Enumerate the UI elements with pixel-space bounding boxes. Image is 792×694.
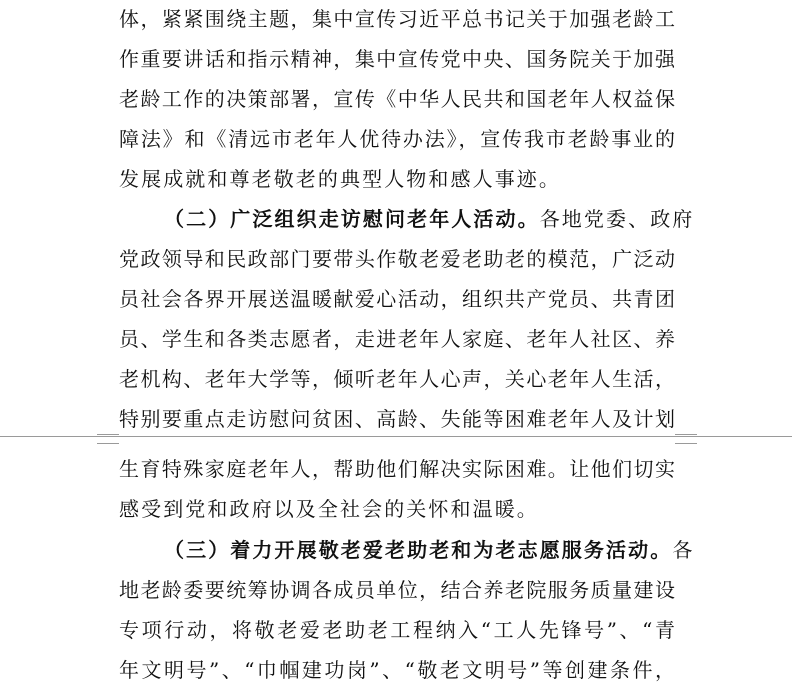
paragraph-line: 特别要重点走访慰问贫困、高龄、失能等困难老年人及计划 [119,407,675,431]
paragraph-line: 员、学生和各类志愿者，走进老年人家庭、老年人社区、养 [119,327,675,351]
paragraph-line: 发展成就和尊老敬老的典型人物和感人事迹。 [119,167,561,191]
paragraph-line: 地老龄委要统筹协调各成员单位，结合养老院服务质量建设 [119,578,675,602]
section-3-heading: （三）着力开展敬老爱老助老和为老志愿服务活动。 [164,538,673,562]
section-3-first-line [164,537,695,563]
paragraph-line: 感受到党和政府以及全社会的关怀和温暖。 [119,497,539,521]
section-2-first-line [164,206,695,232]
paragraph-line: 员社会各界开展送温暖献爱心活动，组织共产党员、共青团 [119,287,675,311]
paragraph-line: 专项行动，将敬老爱老助老工程纳入“工人先锋号”、“青 [119,618,675,642]
paragraph-line: 年文明号”、“巾帼建功岗”、“敬老文明号”等创建条件， [119,658,675,682]
paragraph-line: 障法》和《清远市老年人优待办法》，宣传我市老龄事业的 [119,127,675,151]
paragraph-line: 老机构、老年大学等，倾听老年人心声，关心老年人生活， [119,367,675,391]
page-corner-mark-right [675,434,697,444]
paragraph-line: 体，紧紧围绕主题，集中宣传习近平总书记关于加强老龄工 [119,7,675,31]
paragraph-line: 生育特殊家庭老年人，帮助他们解决实际困难。让他们切实 [119,457,675,481]
paragraph-line: 老龄工作的决策部署，宣传《中华人民共和国老年人权益保 [119,87,675,111]
paragraph-line: 党政领导和民政部门要带头作敬老爱老助老的模范，广泛动 [119,247,675,271]
page-corner-mark-left [97,434,119,444]
section-2-heading: （二）广泛组织走访慰问老年人活动。 [164,207,540,231]
section-3-first-rest: 各 [672,538,695,562]
paragraph-line: 作重要讲话和指示精神，集中宣传党中央、国务院关于加强 [119,47,675,71]
section-2-first-rest: 各地党委、政府 [539,207,695,231]
